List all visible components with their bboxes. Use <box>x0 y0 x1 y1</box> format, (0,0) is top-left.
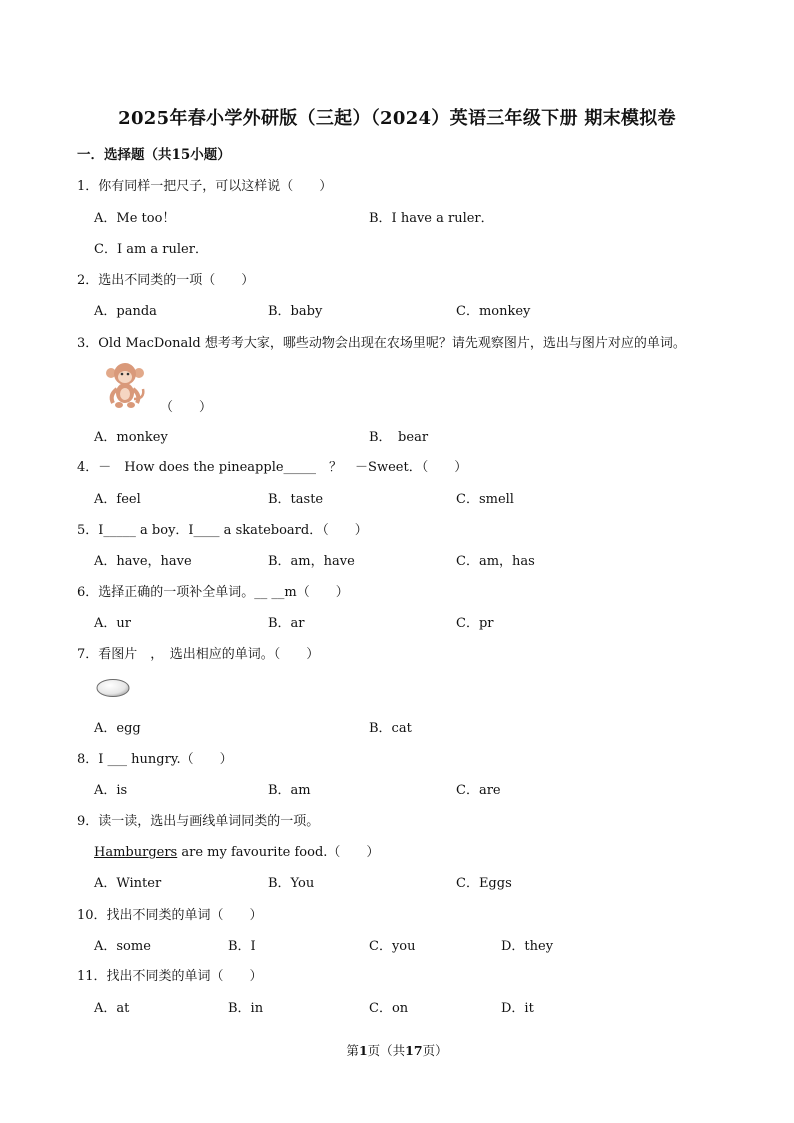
egg-icon <box>95 677 131 699</box>
question-1-option-b[interactable]: B．I have a ruler． <box>369 211 494 226</box>
question-9-sentence <box>94 841 379 860</box>
question-6-stem: 6．选择正确的一项补全单词。__ __m（ ） <box>77 585 349 600</box>
question-7-option-b[interactable]: B．cat <box>369 721 412 736</box>
question-11-stem: 11．找出不同类的单词（ ） <box>77 969 263 984</box>
question-7-stem: 7．看图片 ， 选出相应的单词。（ ） <box>77 647 320 662</box>
question-10-option-d[interactable]: D．they <box>501 939 554 954</box>
sentence-rest: are my favourite food.（ ） <box>177 845 380 860</box>
question-10-stem: 10．找出不同类的单词（ ） <box>77 908 263 923</box>
question-5-option-c[interactable]: C．am，has <box>456 554 535 569</box>
footer-prefix: 第 <box>346 1043 359 1058</box>
question-9-option-c[interactable]: C．Eggs <box>456 876 512 891</box>
question-8-option-a[interactable]: A．is <box>94 783 128 798</box>
question-2-option-a[interactable]: A．panda <box>94 304 157 319</box>
question-11-option-c[interactable]: C．on <box>369 1001 409 1016</box>
question-8-stem: 8．I ___ hungry.（ ） <box>77 752 233 767</box>
question-5-option-b[interactable]: B．am，have <box>268 554 355 569</box>
question-9-option-a[interactable]: A．Winter <box>94 876 162 891</box>
question-2-stem: 2．选出不同类的一项（ ） <box>77 273 255 288</box>
question-5-option-a[interactable]: A．have，have <box>94 554 192 569</box>
question-1-option-a[interactable]: A．Me too！ <box>94 211 176 226</box>
question-11-option-d[interactable]: D．it <box>501 1001 534 1016</box>
question-2-option-b[interactable]: B．baby <box>268 304 323 319</box>
question-3-stem: 3．Old MacDonald 想考考大家，哪些动物会出现在农场里呢？请先观察图片，选出与图片对应的单词。 <box>77 336 686 351</box>
question-4-stem: 4．－ How does the pineapple_____ ？ －Sweet．（ ） <box>77 460 468 475</box>
question-10-option-b[interactable]: B．I <box>228 939 256 954</box>
question-4-option-b[interactable]: B．taste <box>268 492 324 507</box>
question-9-stem: 9．读一读，选出与画线单词同类的一项。 <box>77 814 320 829</box>
question-3-answer-blank: （ ） <box>160 400 213 415</box>
question-4-option-c[interactable]: C．smell <box>456 492 514 507</box>
question-8-option-b[interactable]: B．am <box>268 783 311 798</box>
question-9-option-b[interactable]: B．You <box>268 876 315 891</box>
question-5-stem: 5．I_____ a boy．I____ a skateboard．（ ） <box>77 523 368 538</box>
question-10-option-a[interactable]: A．some <box>94 939 151 954</box>
question-2-option-c[interactable]: C．monkey <box>456 304 531 319</box>
total-page-count: 17 <box>405 1043 423 1058</box>
page-footer <box>0 1041 794 1059</box>
footer-mid: 页（共 <box>367 1043 406 1058</box>
question-10-option-c[interactable]: C．you <box>369 939 416 954</box>
footer-suffix: 页） <box>422 1043 448 1058</box>
question-11-option-a[interactable]: A．at <box>94 1001 130 1016</box>
question-4-option-a[interactable]: A．feel <box>94 492 141 507</box>
monkey-icon <box>103 359 147 409</box>
section-heading: 一．选择题（共15小题） <box>77 147 231 163</box>
question-3-option-a[interactable]: A．monkey <box>94 430 168 445</box>
question-11-option-b[interactable]: B．in <box>228 1001 264 1016</box>
question-7-option-a[interactable]: A．egg <box>94 721 141 736</box>
question-1-option-c[interactable]: C．I am a ruler． <box>94 242 208 257</box>
question-6-option-a[interactable]: A．ur <box>94 616 131 631</box>
question-3-option-b[interactable]: B． bear <box>369 430 429 445</box>
question-8-option-c[interactable]: C．are <box>456 783 501 798</box>
underlined-word: Hamburgers <box>94 845 178 860</box>
page-title: 2025年春小学外研版（三起）（2024）英语三年级下册 期末模拟卷 <box>118 108 676 129</box>
question-1-stem: 1．你有同样一把尺子，可以这样说（ ） <box>77 179 333 194</box>
question-6-option-b[interactable]: B．ar <box>268 616 305 631</box>
question-6-option-c[interactable]: C．pr <box>456 616 494 631</box>
current-page-number: 1 <box>358 1043 368 1058</box>
